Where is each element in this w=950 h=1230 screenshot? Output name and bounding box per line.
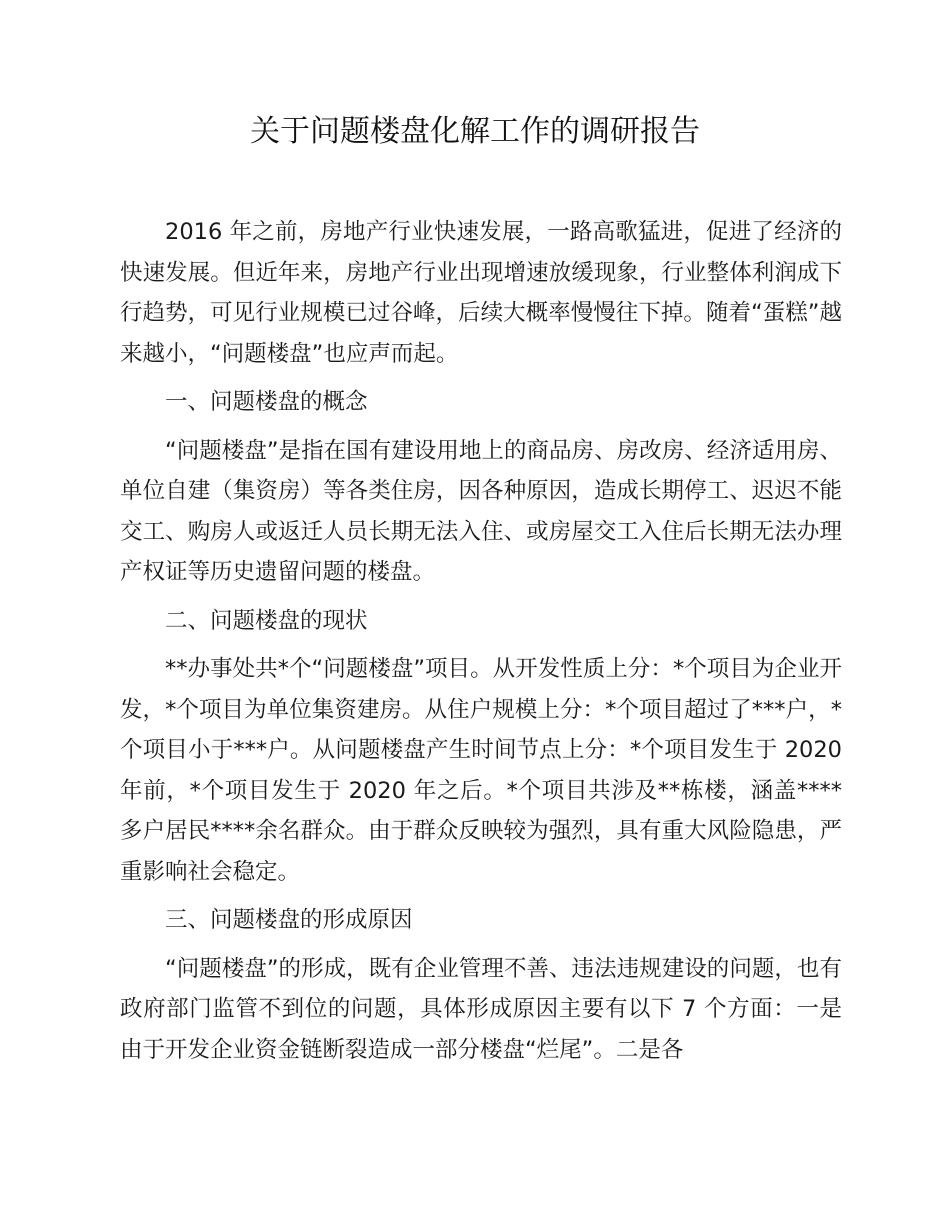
intro-paragraph: 2016 年之前，房地产行业快速发展，一路高歌猛进，促进了经济的快速发展。但近年来，房地产行业出现增速放缓现象，行业整体利润成下行趋势，可见行业规模已过谷峰，后续大概率慢慢往下掉。随着“蛋糕”越来越小，“问题楼盘”也应声而起。 (120, 219, 842, 367)
document-title: 关于问题楼盘化解工作的调研报告 (250, 114, 700, 149)
status-paragraph: **办事处共*个“问题楼盘”项目。从开发性质上分：*个项目为企业开发，*个项目为单位集资建房。从住户规模上分：*个项目超过了***户，*个项目小于***户。从问题楼盘产生时间节点上分：*个项目发生于 2020 年前，*个项目发生于 2020 年之后。*个项目共涉及**栋楼，涵盖****多户居民****余名群众。由于群众反映较为强烈，具有重大风险隐患，严重影响社会稳定。 (120, 656, 842, 885)
section-heading-concept: 一、问题楼盘的概念 (165, 389, 368, 415)
document-body (120, 212, 842, 1078)
causes-paragraph: “问题楼盘”的形成，既有企业管理不善、违法违规建设的问题，也有政府部门监管不到位的问题，具体形成原因主要有以下 7 个方面：一是由于开发企业资金链断裂造成一部分楼盘“烂尾”。二是各 (120, 955, 842, 1063)
section-heading-status: 二、问题楼盘的现状 (165, 607, 368, 634)
concept-paragraph: “问题楼盘”是指在国有建设用地上的商品房、房改房、经济适用房、单位自建（集资房）等各类住房，因各种原因，造成长期停工、迟迟不能交工、购房人或返迁人员长期无法入住、或房屋交工入住后长期无法办理产权证等历史遗留问题的楼盘。 (120, 437, 842, 585)
section-heading-causes: 三、问题楼盘的形成原因 (165, 907, 413, 933)
